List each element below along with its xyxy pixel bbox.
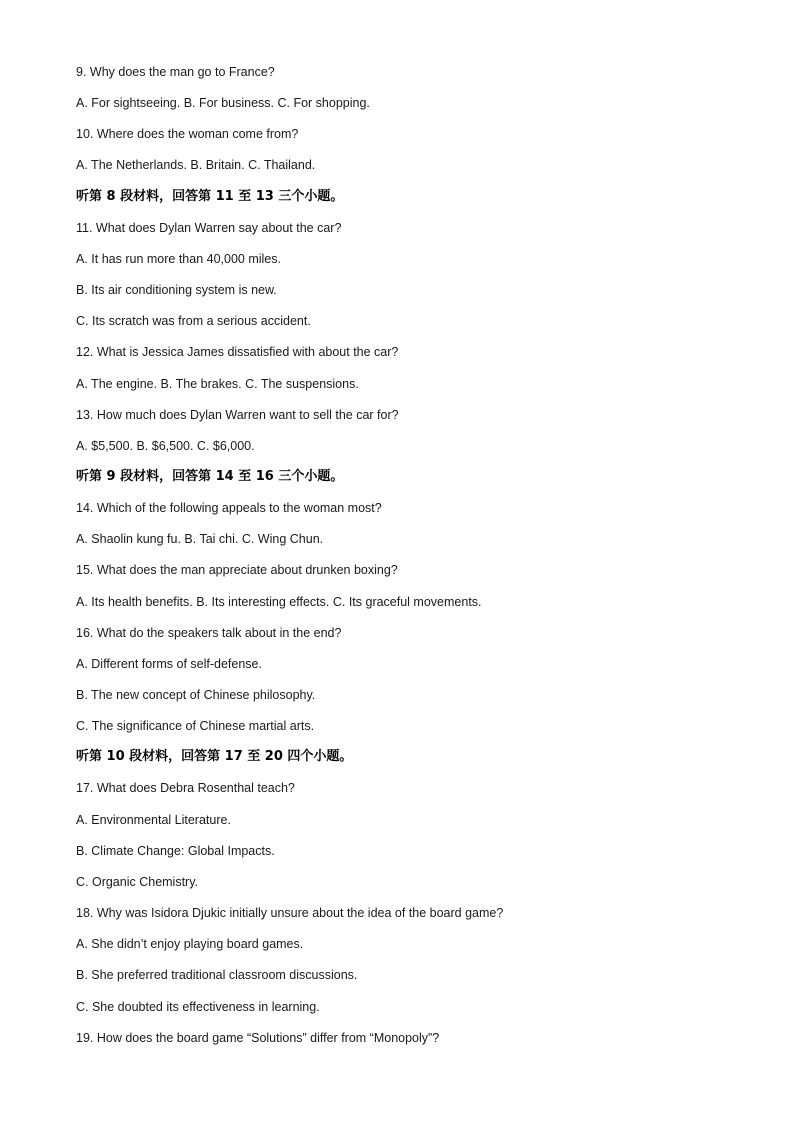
question-text: 17. What does Debra Rosenthal teach? (76, 781, 295, 796)
question-text: 16. What do the speakers talk about in the end? (76, 625, 342, 640)
answer-options: A. $5,500. B. $6,500. C. $6,000. (76, 438, 255, 453)
answer-options: C. Its scratch was from a serious accident. (76, 314, 311, 329)
question-text: 15. What does the man appreciate about drunken boxing? (76, 563, 398, 578)
answer-options: A. For sightseeing. B. For business. C. For shopping. (76, 96, 370, 111)
answer-options: B. Its air conditioning system is new. (76, 283, 277, 297)
question-text: 9. Why does the man go to France? (76, 65, 275, 79)
answer-options: B. Climate Change: Global Impacts. (76, 843, 275, 858)
question-text: 18. Why was Isidora Djukic initially unsure about the idea of the board game? (76, 906, 504, 920)
answer-options: A. The Netherlands. B. Britain. C. Thailand. (76, 158, 316, 173)
answer-options: B. The new concept of Chinese philosophy. (76, 688, 316, 702)
answer-options: C. The significance of Chinese martial arts. (76, 719, 315, 734)
answer-options: C. She doubted its effectiveness in learning. (76, 999, 320, 1014)
answer-options: C. Organic Chemistry. (76, 874, 199, 889)
answer-options: A. Environmental Literature. (76, 812, 231, 827)
question-text: 19. How does the board game “Solutions” differ from “Monopoly”? (76, 1030, 440, 1045)
section-heading: 听第 8 段材料，回答第 11 至 13 三个小题。 (76, 188, 344, 204)
section-heading: 听第 10 段材料，回答第 17 至 20 四个小题。 (76, 749, 353, 765)
question-text: 13. How much does Dylan Warren want to sell the car for? (76, 407, 399, 422)
answer-options: B. She preferred traditional classroom discussions. (76, 968, 358, 983)
answer-options: A. She didn’t enjoy playing board games. (76, 937, 304, 952)
answer-options: A. The engine. B. The brakes. C. The suspensions. (76, 376, 359, 391)
question-text: 12. What is Jessica James dissatisfied with about the car? (76, 345, 399, 360)
question-text: 10. Where does the woman come from? (76, 127, 299, 142)
section-heading: 听第 9 段材料，回答第 14 至 16 三个小题。 (76, 468, 344, 484)
answer-options: A. It has run more than 40,000 miles. (76, 251, 281, 266)
answer-options: A. Shaolin kung fu. B. Tai chi. C. Wing Chun. (76, 532, 324, 547)
question-text: 14. Which of the following appeals to the woman most? (76, 501, 382, 516)
answer-options: A. Different forms of self-defense. (76, 656, 262, 671)
answer-options: A. Its health benefits. B. Its interesting effects. C. Its graceful movements. (76, 594, 482, 609)
question-text: 11. What does Dylan Warren say about the car? (76, 220, 342, 235)
